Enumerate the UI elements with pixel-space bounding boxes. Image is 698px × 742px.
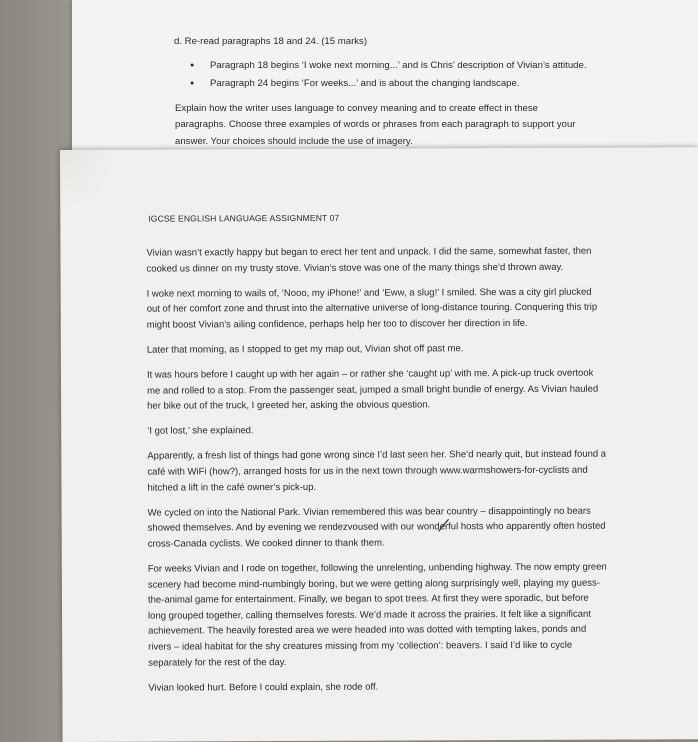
pen-mark-icon — [437, 517, 451, 533]
assignment-title: IGCSE ENGLISH LANGUAGE ASSIGNMENT 07 — [148, 212, 340, 224]
question-heading: d. Re-read paragraphs 18 and 24. (15 marks) — [174, 36, 368, 47]
question-bullets — [174, 58, 674, 93]
story-paragraph: Apparently, a fresh list of things had gone wrong since I’d last seen her. She’d nearly quit, but instead found a café with WiFi (how?), arranged hosts for us in the next town through www.warmshowers-for-cyclists and hitched a lift in the café owner’s pick-up. — [147, 449, 607, 494]
story-paragraph: Vivian looked hurt. Before I could explain, she rode off. — [148, 681, 379, 694]
story-paragraph: I woke next morning to wails of, ‘Nooo, my iPhone!’ and ‘Eww, a slug!’ I smiled. She was a city girl plucked out of her comfort zone and thrust into the alternative universe of long-distance touring. Conquering this trip might boost Vivian’s ailing confidence, perhaps help her too to discover her direction in life. — [146, 286, 598, 331]
story-paragraph: We cycled on into the National Park. Vivian remembered this was bear country – disappointingly no bears showed themselves. And by evening we rendezvoused with our wonderful hosts who apparently often hosted cross-Canada cyclists. We cooked dinner to thank them. — [147, 505, 606, 550]
assignment-sheet — [60, 147, 698, 742]
question-instruction: Explain how the writer uses language to convey meaning and to create effect in these paragraphs. Choose three examples of words or phrases from each paragraph to support your answer. Your choices should include the use of imagery. — [175, 102, 576, 147]
question-content — [174, 34, 674, 150]
story-paragraph: Vivian wasn’t exactly happy but began to erect her tent and unpack. I did the same, somewhat faster, then cooked us dinner on my trusty stove. Vivian’s stove was one of the many things she’d thrown away. — [146, 245, 592, 275]
story-paragraph: It was hours before I caught up with her again – or rather she ‘caught up’ with me. A pick-up truck overtook me and rolled to a stop. From the passenger seat, jumped a small bright bundle of energy. As Vivian hauled her bike out of the truck, I greeted her, asking the obvious question. — [146, 367, 599, 412]
bullet-item: ● Paragraph 24 begins ‘For weeks...’ and is about the changing landscape. — [190, 76, 674, 93]
bullet-item: ● Paragraph 18 begins ‘I woke next morning...’ and is Chris’ description of Vivian’s attitude. — [190, 58, 674, 75]
story-paragraph: For weeks Vivian and I rode on together, following the unrelenting, unbending highway. The now empty green scenery had become mind-numbingly boring, but we were getting along surprisingly well, playing my guess-the-animal game for entertainment. Finally, we began to spot trees. At first they were sporadic, but before long grouped together, calling themselves forests. We’d made it across the prairies. It felt like a significant achievement. The heavily forested area we were headed into was dotted with tempting lakes, ponds and rivers – ideal habitat for the shy creatures missing from my ‘collection’: beavers. I said I’d like to cycle separately for the rest of the day. — [147, 561, 607, 669]
story-paragraph: ‘I got lost,’ she explained. — [147, 425, 254, 437]
story-paragraph: Later that morning, as I stopped to get my map out, Vivian shot off past me. — [146, 343, 464, 356]
story-text — [146, 244, 608, 706]
